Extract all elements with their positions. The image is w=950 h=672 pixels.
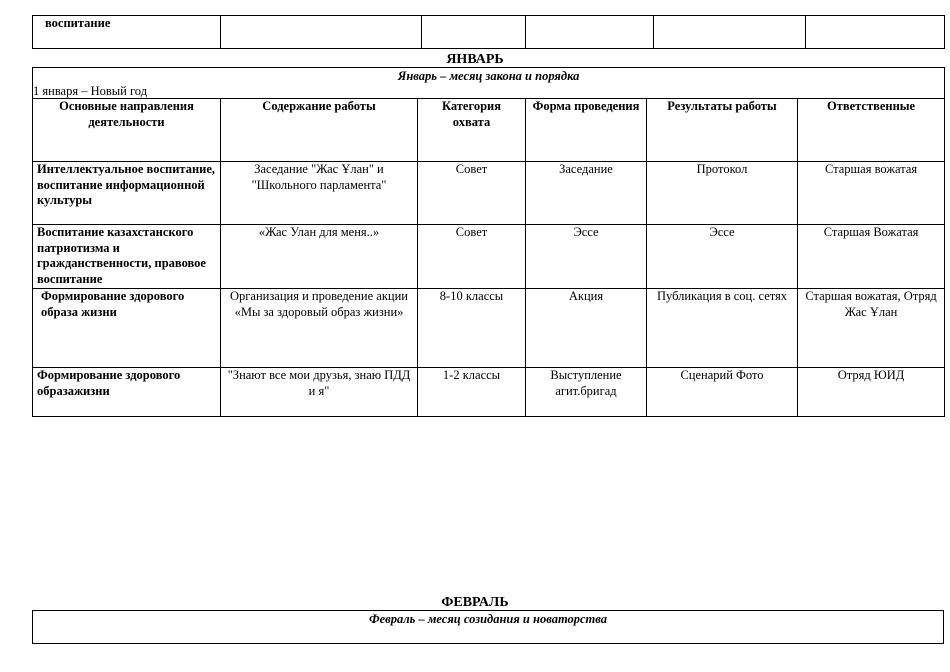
column-header: Категория охвата [418,99,526,162]
result-cell: Протокол [647,162,798,225]
column-header: Результаты работы [647,99,798,162]
responsible-cell: Старшая Вожатая [798,225,945,289]
remnant-cell [526,16,654,49]
column-header: Основные направления деятельности [33,99,221,162]
form-cell: Эссе [526,225,647,289]
content-cell: «Жас Улан для меня..» [221,225,418,289]
remnant-cell [654,16,806,49]
january-heading: ЯНВАРЬ [446,52,504,67]
content-cell: "Знают все мои друзья, знаю ПДД и я" [221,368,418,417]
responsible-cell: Старшая вожатая [798,162,945,225]
january-title-cell [33,68,945,99]
responsible-cell: Старшая вожатая, Отряд Жас Ұлан [798,289,945,368]
column-header: Содержание работы [221,99,418,162]
february-table [32,610,944,644]
february-title-cell [33,611,944,644]
remnant-cell [221,16,422,49]
column-header: Форма проведения [526,99,647,162]
table-row [33,368,945,417]
february-subtitle: Февраль – месяц созидания и новаторства [368,612,608,626]
content-cell: Заседание "Жас Ұлан" и "Школьного парламента" [221,162,418,225]
remnant-cell [422,16,526,49]
january-subtitle: Январь – месяц закона и порядка [397,69,580,83]
result-cell: Публикация в соц. сетях [647,289,798,368]
category-cell: Совет [418,225,526,289]
remnant-direction-cell: воспитание [33,16,221,49]
february-heading: ФЕВРАЛЬ [441,595,509,610]
column-header: Ответственные [798,99,945,162]
table-row [33,289,945,368]
category-cell: Совет [418,162,526,225]
table-row [33,162,945,225]
table-row [33,225,945,289]
result-cell: Сценарий Фото [647,368,798,417]
top-remnant-table [32,15,945,49]
january-holiday: 1 января – Новый год [33,84,148,98]
direction-cell: Формирование здорового образа жизни [33,289,221,368]
responsible-cell: Отряд ЮИД [798,368,945,417]
category-cell: 1-2 классы [418,368,526,417]
result-cell: Эссе [647,225,798,289]
category-cell: 8-10 классы [418,289,526,368]
form-cell: Заседание [526,162,647,225]
direction-cell: Воспитание казахстанского патриотизма и гражданственности, правовое воспитание [33,225,221,289]
content-cell: Организация и проведение акции «Мы за здоровый образ жизни» [221,289,418,368]
form-cell: Акция [526,289,647,368]
january-table [32,67,945,417]
direction-cell: Формирование здорового образажизни [33,368,221,417]
direction-cell: Интеллектуальное воспитание, воспитание информационной культуры [33,162,221,225]
remnant-cell [806,16,945,49]
form-cell: Выступление агит.бригад [526,368,647,417]
